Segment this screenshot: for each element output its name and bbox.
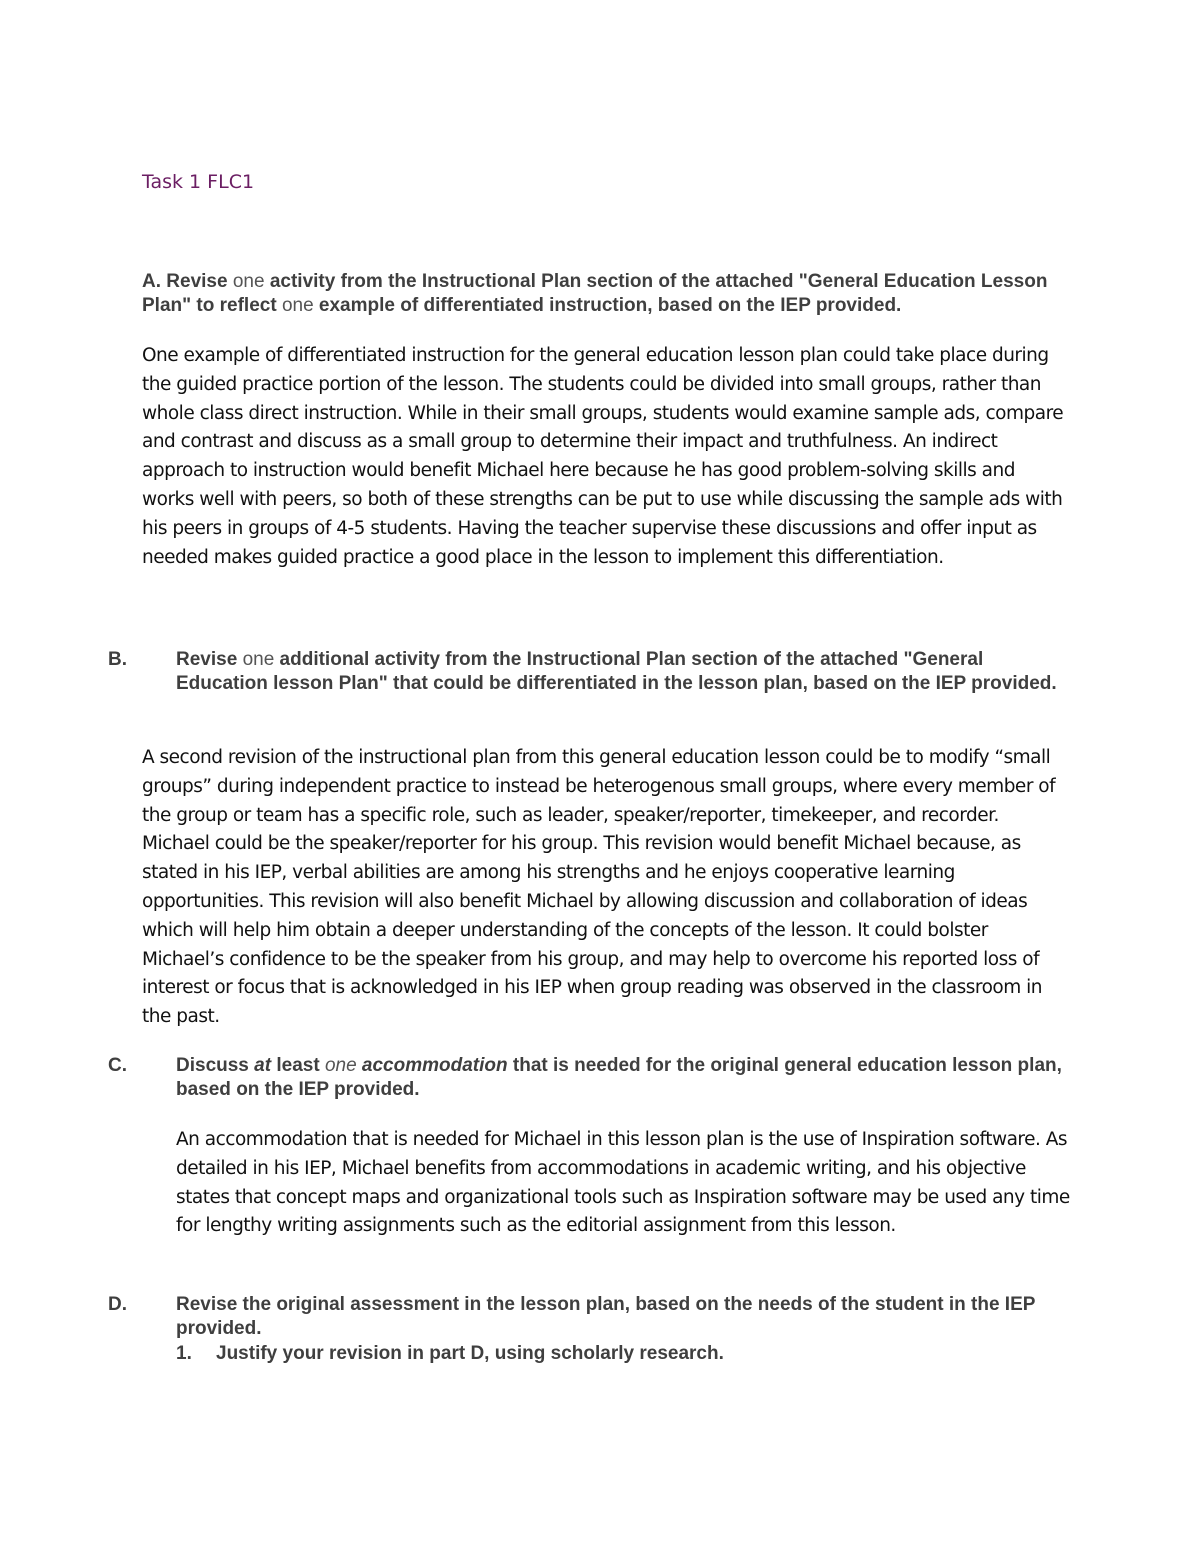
question-b	[108, 648, 1076, 696]
question-b-text-2: one	[242, 649, 275, 670]
question-c	[108, 1054, 1076, 1102]
question-a-text-4: one	[281, 295, 314, 316]
question-c-text-1: Discuss	[176, 1055, 249, 1076]
question-d-sub-1-number: 1.	[176, 1343, 192, 1364]
question-d-marker: D.	[108, 1294, 127, 1315]
question-c-text-6: that is needed for the original general education lesson plan, based on the IEP provided.	[176, 1055, 1062, 1100]
question-d-sub-1-text: Justify your revision in part D, using scholarly research.	[216, 1343, 724, 1364]
question-c-text-2: at	[254, 1055, 272, 1076]
question-a-text-5: example of differentiated instruction, based on the IEP provided.	[318, 295, 902, 316]
question-a-marker: A.	[142, 271, 161, 292]
question-a-text-1: Revise	[166, 271, 228, 292]
question-d-sub-1	[176, 1342, 1056, 1366]
question-c-text-4: one	[324, 1055, 357, 1076]
question-c-text-3: least	[276, 1055, 320, 1076]
document-title: Task 1 FLC1	[142, 171, 255, 193]
question-b-marker: B.	[108, 649, 127, 670]
answer-a: One example of differentiated instruction for the general education lesson plan could take place during the guided practice portion of the lesson. The students could be divided into small groups, rather than whole class direct instruction. While in their small groups, students would examine sample ads, compare and contrast and discuss as a small group to determine their impact and truthfulness. An indirect approach to instruction would benefit Michael here because he has good problem-solving skills and works well with peers, so both of these strengths can be put to use while discussing the sample ads with his peers in groups of 4-5 students. Having the teacher supervise these discussions and offer input as needed makes guided practice a good place in the lesson to implement this differentiation.	[142, 345, 1064, 568]
question-b-text-3: additional activity from the Instructional Plan section of the attached "General Education lesson Plan" that could be differentiated in the lesson plan, based on the IEP provided.	[176, 649, 1057, 694]
question-d-text: Revise the original assessment in the lesson plan, based on the needs of the student in the IEP provided.	[176, 1294, 1036, 1339]
question-c-marker: C.	[108, 1055, 127, 1076]
question-a	[142, 270, 1072, 318]
question-d	[108, 1293, 1076, 1341]
answer-b: A second revision of the instructional plan from this general education lesson could be to modify “small groups” during independent practice to instead be heterogenous small groups, where every member of the group or team has a specific role, such as leader, speaker/reporter, timekeeper, and recorder. Michael could be the speaker/reporter for his group. This revision would benefit Michael because, as stated in his IEP, verbal abilities are among his strengths and he enjoys cooperative learning opportunities. This revision will also benefit Michael by allowing discussion and collaboration of ideas which will help him obtain a deeper understanding of the concepts of the lesson. It could bolster Michael’s confidence to be the speaker from his group, and may help to overcome his reported loss of interest or focus that is acknowledged in his IEP when group reading was observed in the classroom in the past.	[142, 747, 1056, 1028]
answer-c: An accommodation that is needed for Michael in this lesson plan is the use of Inspiration software. As detailed in his IEP, Michael benefits from accommodations in academic writing, and his objective states that concept maps and organizational tools such as Inspiration software may be used any time for lengthy writing assignments such as the editorial assignment from this lesson.	[176, 1129, 1070, 1237]
question-a-text-2: one	[232, 271, 265, 292]
question-c-text-5: accommodation	[361, 1055, 508, 1076]
question-a-text-3: activity from the Instructional Plan section of the attached "General Education Lesson Plan" to reflect	[142, 271, 1048, 316]
question-b-text-1: Revise	[176, 649, 238, 670]
